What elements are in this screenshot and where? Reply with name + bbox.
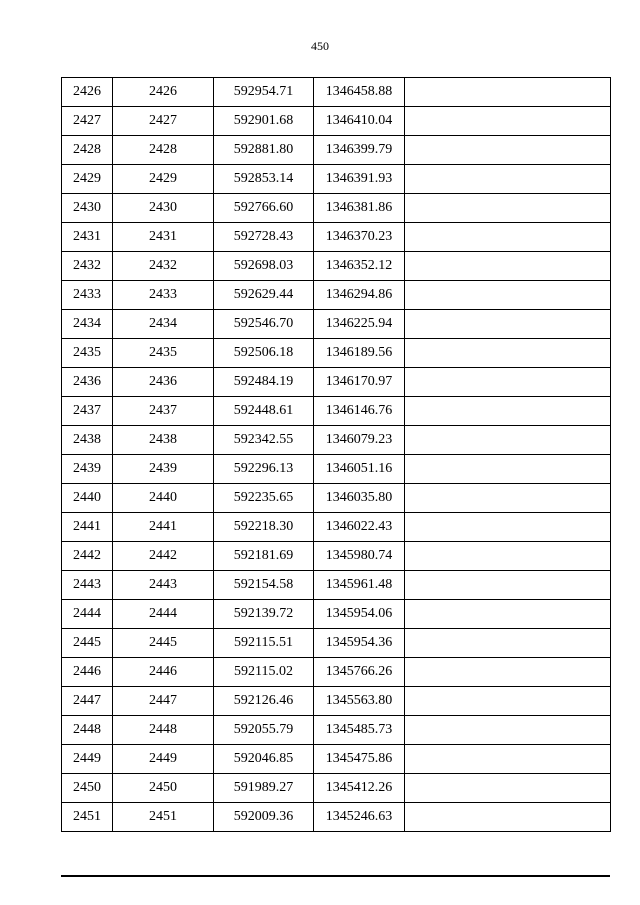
point-number-cell: 2428 bbox=[113, 136, 214, 165]
point-id-cell: 2440 bbox=[62, 484, 113, 513]
point-id-cell: 2435 bbox=[62, 339, 113, 368]
table-row bbox=[62, 484, 611, 513]
note-cell bbox=[405, 281, 611, 310]
point-id-cell: 2438 bbox=[62, 426, 113, 455]
x-coordinate-cell: 592115.51 bbox=[214, 629, 314, 658]
point-number-cell: 2436 bbox=[113, 368, 214, 397]
point-id-cell: 2431 bbox=[62, 223, 113, 252]
note-cell bbox=[405, 571, 611, 600]
y-coordinate-cell: 1346225.94 bbox=[314, 310, 405, 339]
note-cell bbox=[405, 136, 611, 165]
point-number-cell: 2426 bbox=[113, 78, 214, 107]
x-coordinate-cell: 592055.79 bbox=[214, 716, 314, 745]
table-row bbox=[62, 281, 611, 310]
note-cell bbox=[405, 426, 611, 455]
table-body bbox=[62, 78, 611, 832]
table-row bbox=[62, 716, 611, 745]
point-id-cell: 2426 bbox=[62, 78, 113, 107]
y-coordinate-cell: 1345475.86 bbox=[314, 745, 405, 774]
note-cell bbox=[405, 455, 611, 484]
note-cell bbox=[405, 600, 611, 629]
note-cell bbox=[405, 397, 611, 426]
note-cell bbox=[405, 745, 611, 774]
point-number-cell: 2446 bbox=[113, 658, 214, 687]
table-row bbox=[62, 745, 611, 774]
point-number-cell: 2429 bbox=[113, 165, 214, 194]
point-id-cell: 2449 bbox=[62, 745, 113, 774]
point-number-cell: 2432 bbox=[113, 252, 214, 281]
note-cell bbox=[405, 484, 611, 513]
x-coordinate-cell: 592342.55 bbox=[214, 426, 314, 455]
table-row bbox=[62, 426, 611, 455]
note-cell bbox=[405, 107, 611, 136]
point-number-cell: 2443 bbox=[113, 571, 214, 600]
table-row bbox=[62, 542, 611, 571]
y-coordinate-cell: 1346370.23 bbox=[314, 223, 405, 252]
point-number-cell: 2448 bbox=[113, 716, 214, 745]
table-row bbox=[62, 803, 611, 832]
point-id-cell: 2430 bbox=[62, 194, 113, 223]
point-number-cell: 2442 bbox=[113, 542, 214, 571]
x-coordinate-cell: 592728.43 bbox=[214, 223, 314, 252]
x-coordinate-cell: 592853.14 bbox=[214, 165, 314, 194]
point-number-cell: 2434 bbox=[113, 310, 214, 339]
table-row bbox=[62, 600, 611, 629]
y-coordinate-cell: 1345961.48 bbox=[314, 571, 405, 600]
y-coordinate-cell: 1346352.12 bbox=[314, 252, 405, 281]
point-number-cell: 2439 bbox=[113, 455, 214, 484]
point-id-cell: 2441 bbox=[62, 513, 113, 542]
coordinates-table bbox=[61, 77, 611, 832]
note-cell bbox=[405, 716, 611, 745]
note-cell bbox=[405, 194, 611, 223]
point-number-cell: 2449 bbox=[113, 745, 214, 774]
note-cell bbox=[405, 542, 611, 571]
point-number-cell: 2444 bbox=[113, 600, 214, 629]
x-coordinate-cell: 592881.80 bbox=[214, 136, 314, 165]
note-cell bbox=[405, 687, 611, 716]
point-number-cell: 2437 bbox=[113, 397, 214, 426]
x-coordinate-cell: 592901.68 bbox=[214, 107, 314, 136]
x-coordinate-cell: 592181.69 bbox=[214, 542, 314, 571]
table-row bbox=[62, 252, 611, 281]
note-cell bbox=[405, 803, 611, 832]
note-cell bbox=[405, 629, 611, 658]
footer-rule bbox=[61, 875, 610, 877]
table-row bbox=[62, 774, 611, 803]
table-row bbox=[62, 687, 611, 716]
y-coordinate-cell: 1346079.23 bbox=[314, 426, 405, 455]
y-coordinate-cell: 1346410.04 bbox=[314, 107, 405, 136]
y-coordinate-cell: 1346170.97 bbox=[314, 368, 405, 397]
x-coordinate-cell: 592954.71 bbox=[214, 78, 314, 107]
note-cell bbox=[405, 78, 611, 107]
table-row bbox=[62, 397, 611, 426]
point-id-cell: 2442 bbox=[62, 542, 113, 571]
y-coordinate-cell: 1345980.74 bbox=[314, 542, 405, 571]
y-coordinate-cell: 1345954.06 bbox=[314, 600, 405, 629]
point-number-cell: 2435 bbox=[113, 339, 214, 368]
y-coordinate-cell: 1346399.79 bbox=[314, 136, 405, 165]
x-coordinate-cell: 592139.72 bbox=[214, 600, 314, 629]
x-coordinate-cell: 592629.44 bbox=[214, 281, 314, 310]
x-coordinate-cell: 592115.02 bbox=[214, 658, 314, 687]
table-row bbox=[62, 136, 611, 165]
point-id-cell: 2451 bbox=[62, 803, 113, 832]
point-id-cell: 2434 bbox=[62, 310, 113, 339]
y-coordinate-cell: 1346391.93 bbox=[314, 165, 405, 194]
point-number-cell: 2447 bbox=[113, 687, 214, 716]
x-coordinate-cell: 592218.30 bbox=[214, 513, 314, 542]
point-number-cell: 2441 bbox=[113, 513, 214, 542]
note-cell bbox=[405, 658, 611, 687]
point-id-cell: 2439 bbox=[62, 455, 113, 484]
point-id-cell: 2436 bbox=[62, 368, 113, 397]
x-coordinate-cell: 592546.70 bbox=[214, 310, 314, 339]
point-number-cell: 2433 bbox=[113, 281, 214, 310]
x-coordinate-cell: 592448.61 bbox=[214, 397, 314, 426]
point-id-cell: 2448 bbox=[62, 716, 113, 745]
table-row bbox=[62, 310, 611, 339]
point-number-cell: 2440 bbox=[113, 484, 214, 513]
table-row bbox=[62, 194, 611, 223]
point-id-cell: 2437 bbox=[62, 397, 113, 426]
point-id-cell: 2428 bbox=[62, 136, 113, 165]
table-row bbox=[62, 455, 611, 484]
point-id-cell: 2429 bbox=[62, 165, 113, 194]
point-number-cell: 2450 bbox=[113, 774, 214, 803]
y-coordinate-cell: 1346294.86 bbox=[314, 281, 405, 310]
note-cell bbox=[405, 223, 611, 252]
note-cell bbox=[405, 339, 611, 368]
point-number-cell: 2438 bbox=[113, 426, 214, 455]
table-row bbox=[62, 658, 611, 687]
point-number-cell: 2451 bbox=[113, 803, 214, 832]
y-coordinate-cell: 1346381.86 bbox=[314, 194, 405, 223]
point-id-cell: 2432 bbox=[62, 252, 113, 281]
y-coordinate-cell: 1345766.26 bbox=[314, 658, 405, 687]
point-id-cell: 2445 bbox=[62, 629, 113, 658]
x-coordinate-cell: 592484.19 bbox=[214, 368, 314, 397]
y-coordinate-cell: 1346051.16 bbox=[314, 455, 405, 484]
x-coordinate-cell: 592009.36 bbox=[214, 803, 314, 832]
table-row bbox=[62, 339, 611, 368]
note-cell bbox=[405, 165, 611, 194]
point-id-cell: 2444 bbox=[62, 600, 113, 629]
point-id-cell: 2443 bbox=[62, 571, 113, 600]
note-cell bbox=[405, 310, 611, 339]
y-coordinate-cell: 1345563.80 bbox=[314, 687, 405, 716]
x-coordinate-cell: 592046.85 bbox=[214, 745, 314, 774]
x-coordinate-cell: 592766.60 bbox=[214, 194, 314, 223]
y-coordinate-cell: 1346146.76 bbox=[314, 397, 405, 426]
note-cell bbox=[405, 252, 611, 281]
x-coordinate-cell: 591989.27 bbox=[214, 774, 314, 803]
note-cell bbox=[405, 368, 611, 397]
point-id-cell: 2447 bbox=[62, 687, 113, 716]
table-row bbox=[62, 368, 611, 397]
x-coordinate-cell: 592698.03 bbox=[214, 252, 314, 281]
point-number-cell: 2445 bbox=[113, 629, 214, 658]
table-row bbox=[62, 223, 611, 252]
x-coordinate-cell: 592126.46 bbox=[214, 687, 314, 716]
y-coordinate-cell: 1345485.73 bbox=[314, 716, 405, 745]
y-coordinate-cell: 1345246.63 bbox=[314, 803, 405, 832]
point-number-cell: 2431 bbox=[113, 223, 214, 252]
point-number-cell: 2430 bbox=[113, 194, 214, 223]
table-row bbox=[62, 629, 611, 658]
y-coordinate-cell: 1346189.56 bbox=[314, 339, 405, 368]
table-row bbox=[62, 107, 611, 136]
point-id-cell: 2450 bbox=[62, 774, 113, 803]
y-coordinate-cell: 1346022.43 bbox=[314, 513, 405, 542]
table-row bbox=[62, 165, 611, 194]
note-cell bbox=[405, 513, 611, 542]
note-cell bbox=[405, 774, 611, 803]
x-coordinate-cell: 592235.65 bbox=[214, 484, 314, 513]
y-coordinate-cell: 1345954.36 bbox=[314, 629, 405, 658]
x-coordinate-cell: 592506.18 bbox=[214, 339, 314, 368]
x-coordinate-cell: 592296.13 bbox=[214, 455, 314, 484]
x-coordinate-cell: 592154.58 bbox=[214, 571, 314, 600]
y-coordinate-cell: 1346458.88 bbox=[314, 78, 405, 107]
point-id-cell: 2446 bbox=[62, 658, 113, 687]
table-row bbox=[62, 513, 611, 542]
y-coordinate-cell: 1345412.26 bbox=[314, 774, 405, 803]
table-row bbox=[62, 571, 611, 600]
point-id-cell: 2427 bbox=[62, 107, 113, 136]
point-number-cell: 2427 bbox=[113, 107, 214, 136]
table-row bbox=[62, 78, 611, 107]
page-number: 450 bbox=[311, 39, 329, 53]
point-id-cell: 2433 bbox=[62, 281, 113, 310]
y-coordinate-cell: 1346035.80 bbox=[314, 484, 405, 513]
